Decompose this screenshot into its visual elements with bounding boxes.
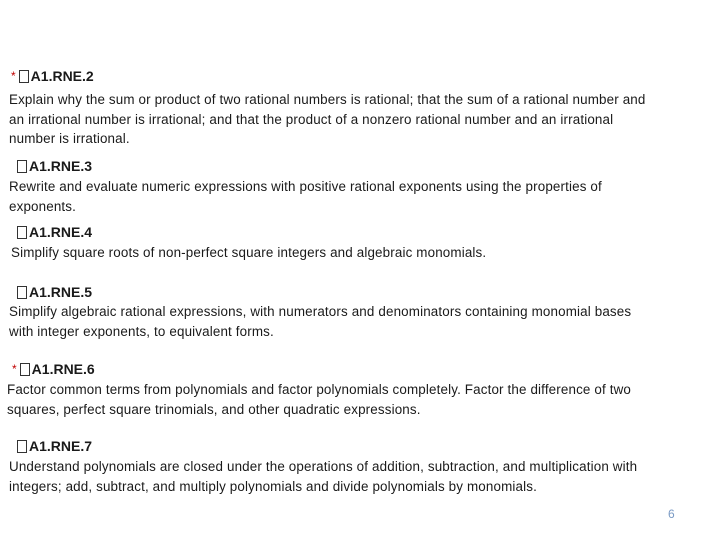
- standard-heading: [17, 224, 92, 240]
- standard-code: A1.RNE.2: [30, 68, 94, 84]
- description-line: Simplify square roots of non-perfect square integers and algebraic monomials.: [11, 245, 487, 260]
- standard-heading: [12, 361, 95, 377]
- standard-description: [9, 177, 602, 216]
- description-line: integers; add, subtract, and multiply polynomials and divide polynomials by monomials.: [9, 478, 537, 494]
- standard-heading: [17, 284, 92, 300]
- missing-glyph-icon: [17, 286, 27, 299]
- description-line: Rewrite and evaluate numeric expressions with positive rational exponents using the properties of: [9, 179, 602, 194]
- standard-heading: [11, 68, 94, 84]
- asterisk-marker: *: [11, 69, 16, 83]
- standard-code: A1.RNE.4: [29, 224, 93, 240]
- standard-description: [9, 90, 646, 149]
- standard-code: A1.RNE.6: [31, 361, 95, 377]
- standard-description: [7, 380, 631, 419]
- missing-glyph-icon: [17, 440, 27, 453]
- description-line: Simplify algebraic rational expressions, with numerators and denominators containing monomial bases: [9, 304, 632, 319]
- standard-code: A1.RNE.7: [29, 438, 93, 454]
- standard-description: [9, 457, 637, 496]
- standard-description: [9, 302, 631, 341]
- description-line: exponents.: [9, 198, 77, 214]
- asterisk-marker: *: [12, 362, 17, 376]
- description-line: Factor common terms from polynomials and factor polynomials completely. Factor the difference of two: [7, 382, 632, 397]
- description-line: an irrational number is irrational; and that the product of a nonzero rational number and an irrational: [9, 111, 614, 127]
- description-line: with integer exponents, to equivalent forms.: [9, 323, 274, 339]
- description-line: Understand polynomials are closed under the operations of addition, subtraction, and multiplication with: [9, 459, 638, 474]
- standard-code: A1.RNE.3: [29, 158, 93, 174]
- missing-glyph-icon: [17, 226, 27, 239]
- description-line: Explain why the sum or product of two rational numbers is rational; that the sum of a rational number and: [9, 92, 646, 107]
- missing-glyph-icon: [20, 363, 30, 376]
- standard-heading: [17, 158, 92, 174]
- description-line: squares, perfect square trinomials, and other quadratic expressions.: [7, 401, 421, 417]
- standard-code: A1.RNE.5: [29, 284, 93, 300]
- description-line: number is irrational.: [9, 131, 130, 146]
- missing-glyph-icon: [19, 70, 29, 83]
- standard-heading: [17, 438, 92, 454]
- missing-glyph-icon: [17, 160, 27, 173]
- page-number: 6: [668, 507, 675, 521]
- standard-description: [11, 243, 486, 263]
